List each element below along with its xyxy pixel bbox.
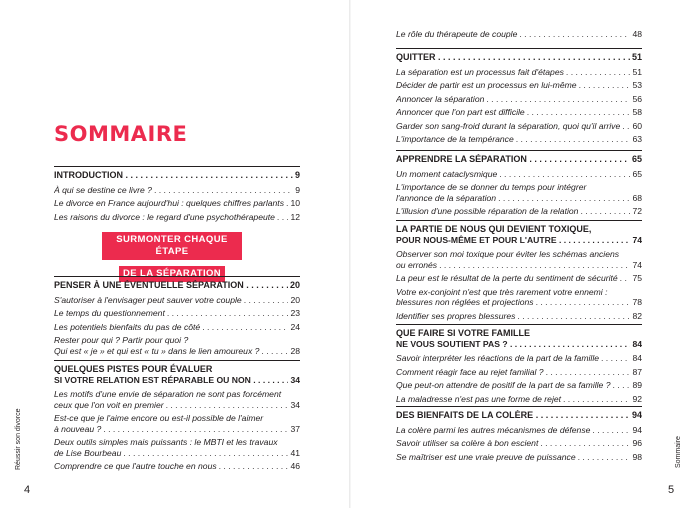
toc-section-quitter: [396, 48, 642, 148]
entry-label: Observer son moi toxique pour éviter les schémas anciens: [396, 249, 620, 259]
entry-label: Les raisons du divorce : le regard d'une psychothérapeute . . .: [54, 212, 300, 223]
entry-label-continued: l'annonce de la séparation . . .: [396, 193, 642, 204]
entry-label: La séparation est un processus fait d'étapes . . .: [396, 67, 642, 78]
toc-subentry: [396, 80, 642, 91]
entry-page-number: 75: [632, 273, 642, 283]
entry-page-number: 53: [632, 80, 642, 90]
entry-label: Est-ce que je l'aime encore ou est-il possible de l'aimer: [54, 413, 264, 423]
entry-page-number: 72: [632, 206, 642, 216]
toc-subentry: [396, 311, 642, 322]
toc-subentry: [396, 29, 642, 40]
entry-label: Le rôle du thérapeute de couple . . .: [396, 29, 642, 40]
entry-page-number: 60: [632, 120, 642, 131]
toc-subentry: [54, 198, 300, 209]
toc-section-toxique: [396, 220, 642, 324]
entry-page-number: 89: [632, 380, 642, 390]
toc-subentry: [396, 107, 642, 118]
entry-page-number: 98: [632, 451, 642, 462]
toc-chapter-entry: [396, 328, 642, 349]
toc-subentry: [54, 437, 300, 458]
entry-page-number: 78: [632, 297, 642, 307]
toc-subentry: [396, 425, 642, 436]
entry-label: LA PARTIE DE NOUS QUI DEVIENT TOXIQUE,: [396, 224, 592, 234]
toc-chapter-entry: [54, 364, 300, 385]
section-rule: [54, 276, 300, 277]
toc-chapter-entry: [396, 410, 642, 421]
entry-label: L'importance de se donner du temps pour intégrer: [396, 182, 587, 192]
entry-page-number: 94: [631, 410, 642, 420]
entry-label: La maladresse n'est pas une forme de rejet . . .: [396, 394, 642, 405]
toc-subentry: [396, 249, 642, 270]
page-number-left: 4: [24, 484, 31, 496]
toc-subentry: [396, 452, 642, 463]
entry-page-number: 12: [290, 211, 300, 222]
entry-page-number: 65: [631, 154, 642, 164]
toc-chapter-entry: [396, 224, 642, 245]
entry-label: PENSER À UNE ÉVENTUELLE SÉPARATION . . .: [54, 280, 300, 291]
toc-section-apprendre: [396, 150, 642, 220]
section-rule: [396, 48, 642, 49]
entry-label: Garder son sang-froid durant la séparation, quoi qu'il arrive . . .: [396, 121, 642, 132]
entry-label: Un moment cataclysmique . . .: [396, 169, 642, 180]
entry-page-number: 10: [290, 198, 300, 208]
entry-page-number: 65: [632, 168, 642, 179]
entry-page-number: 51: [631, 52, 642, 62]
entry-label: Identifier ses propres blessures . . .: [396, 311, 642, 322]
toc-subentry: [54, 212, 300, 223]
entry-page-number: 56: [632, 93, 642, 104]
toc-chapter-entry: [396, 52, 642, 63]
entry-page-number: 87: [632, 366, 642, 377]
toc-subentry: [396, 353, 642, 364]
page-number-right: 5: [668, 484, 675, 496]
entry-page-number: 74: [632, 234, 642, 245]
toc-section-pistes: [54, 360, 300, 475]
toc-subentry: [396, 121, 642, 132]
entry-label-continued: ceux que l'on voit en premier . . .: [54, 400, 300, 411]
right-page: [350, 0, 700, 508]
entry-label: Le divorce en France aujourd'hui : quelques chiffres parlants . . .: [54, 198, 300, 209]
toc-subentry: [396, 67, 642, 78]
running-head-right: Sommaire: [675, 436, 682, 468]
entry-page-number: 34: [290, 399, 300, 410]
entry-page-number: 74: [632, 259, 642, 270]
entry-page-number: 84: [632, 338, 642, 349]
part-banner-line2: DE LA SÉPARATION: [119, 266, 225, 282]
entry-label: INTRODUCTION . . .: [54, 170, 300, 181]
entry-label: DES BIENFAITS DE LA COLÈRE . . .: [396, 410, 642, 421]
entry-page-number: 84: [632, 353, 642, 363]
toc-subentry: [54, 389, 300, 410]
toc-subentry: [396, 182, 642, 203]
entry-label: Savoir utiliser sa colère à bon escient . . .: [396, 438, 642, 449]
entry-label: Annoncer que l'on part est difficile . . .: [396, 107, 642, 118]
entry-page-number: 20: [289, 280, 300, 290]
section-rule: [396, 324, 642, 325]
section-rule: [396, 220, 642, 221]
toc-section-therapeute: [396, 29, 642, 43]
entry-page-number: 41: [290, 447, 300, 458]
entry-label: À qui se destine ce livre ? . . .: [54, 185, 300, 196]
entry-label: Que peut-on attendre de positif de la part de sa famille ? . . .: [396, 380, 642, 391]
entry-label-continued: à nouveau ? . . .: [54, 424, 300, 435]
toc-section-introduction: [54, 166, 300, 225]
entry-label: La colère parmi les autres mécanismes de défense . . .: [396, 425, 642, 436]
toc-chapter-entry: [54, 280, 300, 291]
toc-subentry: [396, 367, 642, 378]
entry-label: Savoir interpréter les réactions de la part de la famille . . .: [396, 353, 642, 364]
toc-subentry: [396, 273, 642, 284]
running-head-left: Réussir son divorce: [15, 408, 22, 470]
entry-label-continued: SI VOTRE RELATION EST RÉPARABLE OU NON . . .: [54, 375, 300, 386]
toc-subentry: [54, 185, 300, 196]
toc-subentry: [54, 295, 300, 306]
entry-label-continued: POUR NOUS-MÊME ET POUR L'AUTRE . . .: [396, 235, 642, 246]
section-rule: [54, 166, 300, 167]
toc-section-colere: [396, 406, 642, 465]
entry-label: QUITTER . . .: [396, 52, 642, 63]
entry-page-number: 9: [294, 170, 300, 180]
entry-page-number: 48: [632, 29, 642, 39]
toc-subentry: [396, 438, 642, 449]
entry-page-number: 23: [290, 308, 300, 318]
entry-label: Annoncer la séparation . . .: [396, 94, 642, 105]
entry-label: Comprendre ce que l'autre touche en nous . . .: [54, 461, 300, 472]
entry-page-number: 96: [632, 438, 642, 448]
toc-chapter-entry: [396, 154, 642, 165]
entry-label: Le temps du questionnement . . .: [54, 308, 300, 319]
toc-subentry: [54, 413, 300, 434]
toc-section-penser: [54, 276, 300, 359]
toc-subentry: [396, 394, 642, 405]
entry-page-number: 58: [632, 107, 642, 117]
entry-label: La peur est le résultat de la perte du sentiment de sécurité . . .: [396, 273, 642, 284]
toc-subentry: [396, 206, 642, 217]
entry-page-number: 63: [632, 134, 642, 144]
entry-page-number: 24: [290, 321, 300, 332]
toc-subentry: [396, 287, 642, 308]
entry-label: APPRENDRE LA SÉPARATION . . .: [396, 154, 642, 165]
entry-label: QUE FAIRE SI VOTRE FAMILLE: [396, 328, 531, 338]
toc-subentry: [396, 380, 642, 391]
entry-label: Deux outils simples mais puissants : le MBTI et les travaux: [54, 437, 278, 447]
entry-page-number: 28: [290, 345, 300, 356]
entry-label-continued: ou erronés . . .: [396, 260, 642, 271]
section-rule: [396, 150, 642, 151]
entry-label: Votre ex-conjoint n'est que très rarement votre ennemi :: [396, 286, 608, 297]
entry-label: Se maîtriser est une vraie preuve de puissance . . .: [396, 452, 642, 463]
entry-label: Rester pour qui ? Partir pour quoi ?: [54, 335, 189, 345]
page-title: SOMMAIRE: [54, 122, 188, 146]
entry-page-number: 9: [295, 184, 300, 195]
toc-section-famille: [396, 324, 642, 407]
entry-label: Comment réagir face au rejet familial ? . . .: [396, 367, 642, 378]
toc-subentry: [54, 335, 300, 356]
entry-page-number: 92: [632, 393, 642, 404]
entry-page-number: 51: [632, 66, 642, 77]
entry-label: L'illusion d'une possible réparation de la relation . . .: [396, 206, 642, 217]
entry-label-continued: de Lise Bourbeau . . .: [54, 448, 300, 459]
entry-page-number: 34: [290, 374, 300, 385]
toc-subentry: [54, 461, 300, 472]
entry-label: L'importance de la tempérance . . .: [396, 134, 642, 145]
part-banner-line1: SURMONTER CHAQUE ÉTAPE: [102, 232, 242, 260]
entry-page-number: 94: [632, 424, 642, 435]
entry-page-number: 46: [290, 461, 300, 471]
toc-subentry: [396, 94, 642, 105]
toc-subentry: [54, 308, 300, 319]
entry-page-number: 68: [632, 192, 642, 203]
entry-label: QUELQUES PISTES POUR ÉVALUER: [54, 364, 213, 374]
entry-label: Décider de partir est un processus en lui-même . . .: [396, 80, 642, 91]
entry-label: S'autoriser à l'envisager peut sauver votre couple . . .: [54, 295, 300, 306]
entry-label-continued: Qui est « je » et qui est « tu » dans le lien amoureux ? . . .: [54, 346, 300, 357]
toc-subentry: [396, 169, 642, 180]
section-rule: [54, 360, 300, 361]
entry-label-continued: NE VOUS SOUTIENT PAS ? . . .: [396, 339, 642, 350]
section-rule: [396, 406, 642, 407]
entry-label: Les motifs d'une envie de séparation ne sont pas forcément: [54, 389, 282, 399]
toc-subentry: [396, 134, 642, 145]
entry-page-number: 37: [290, 423, 300, 434]
toc-chapter-entry: [54, 170, 300, 181]
entry-page-number: 20: [290, 294, 300, 305]
entry-label-continued: blessures non réglées et projections . . .: [396, 297, 642, 308]
entry-page-number: 82: [632, 310, 642, 321]
entry-label: Les potentiels bienfaits du pas de côté . . .: [54, 322, 300, 333]
toc-subentry: [54, 322, 300, 333]
